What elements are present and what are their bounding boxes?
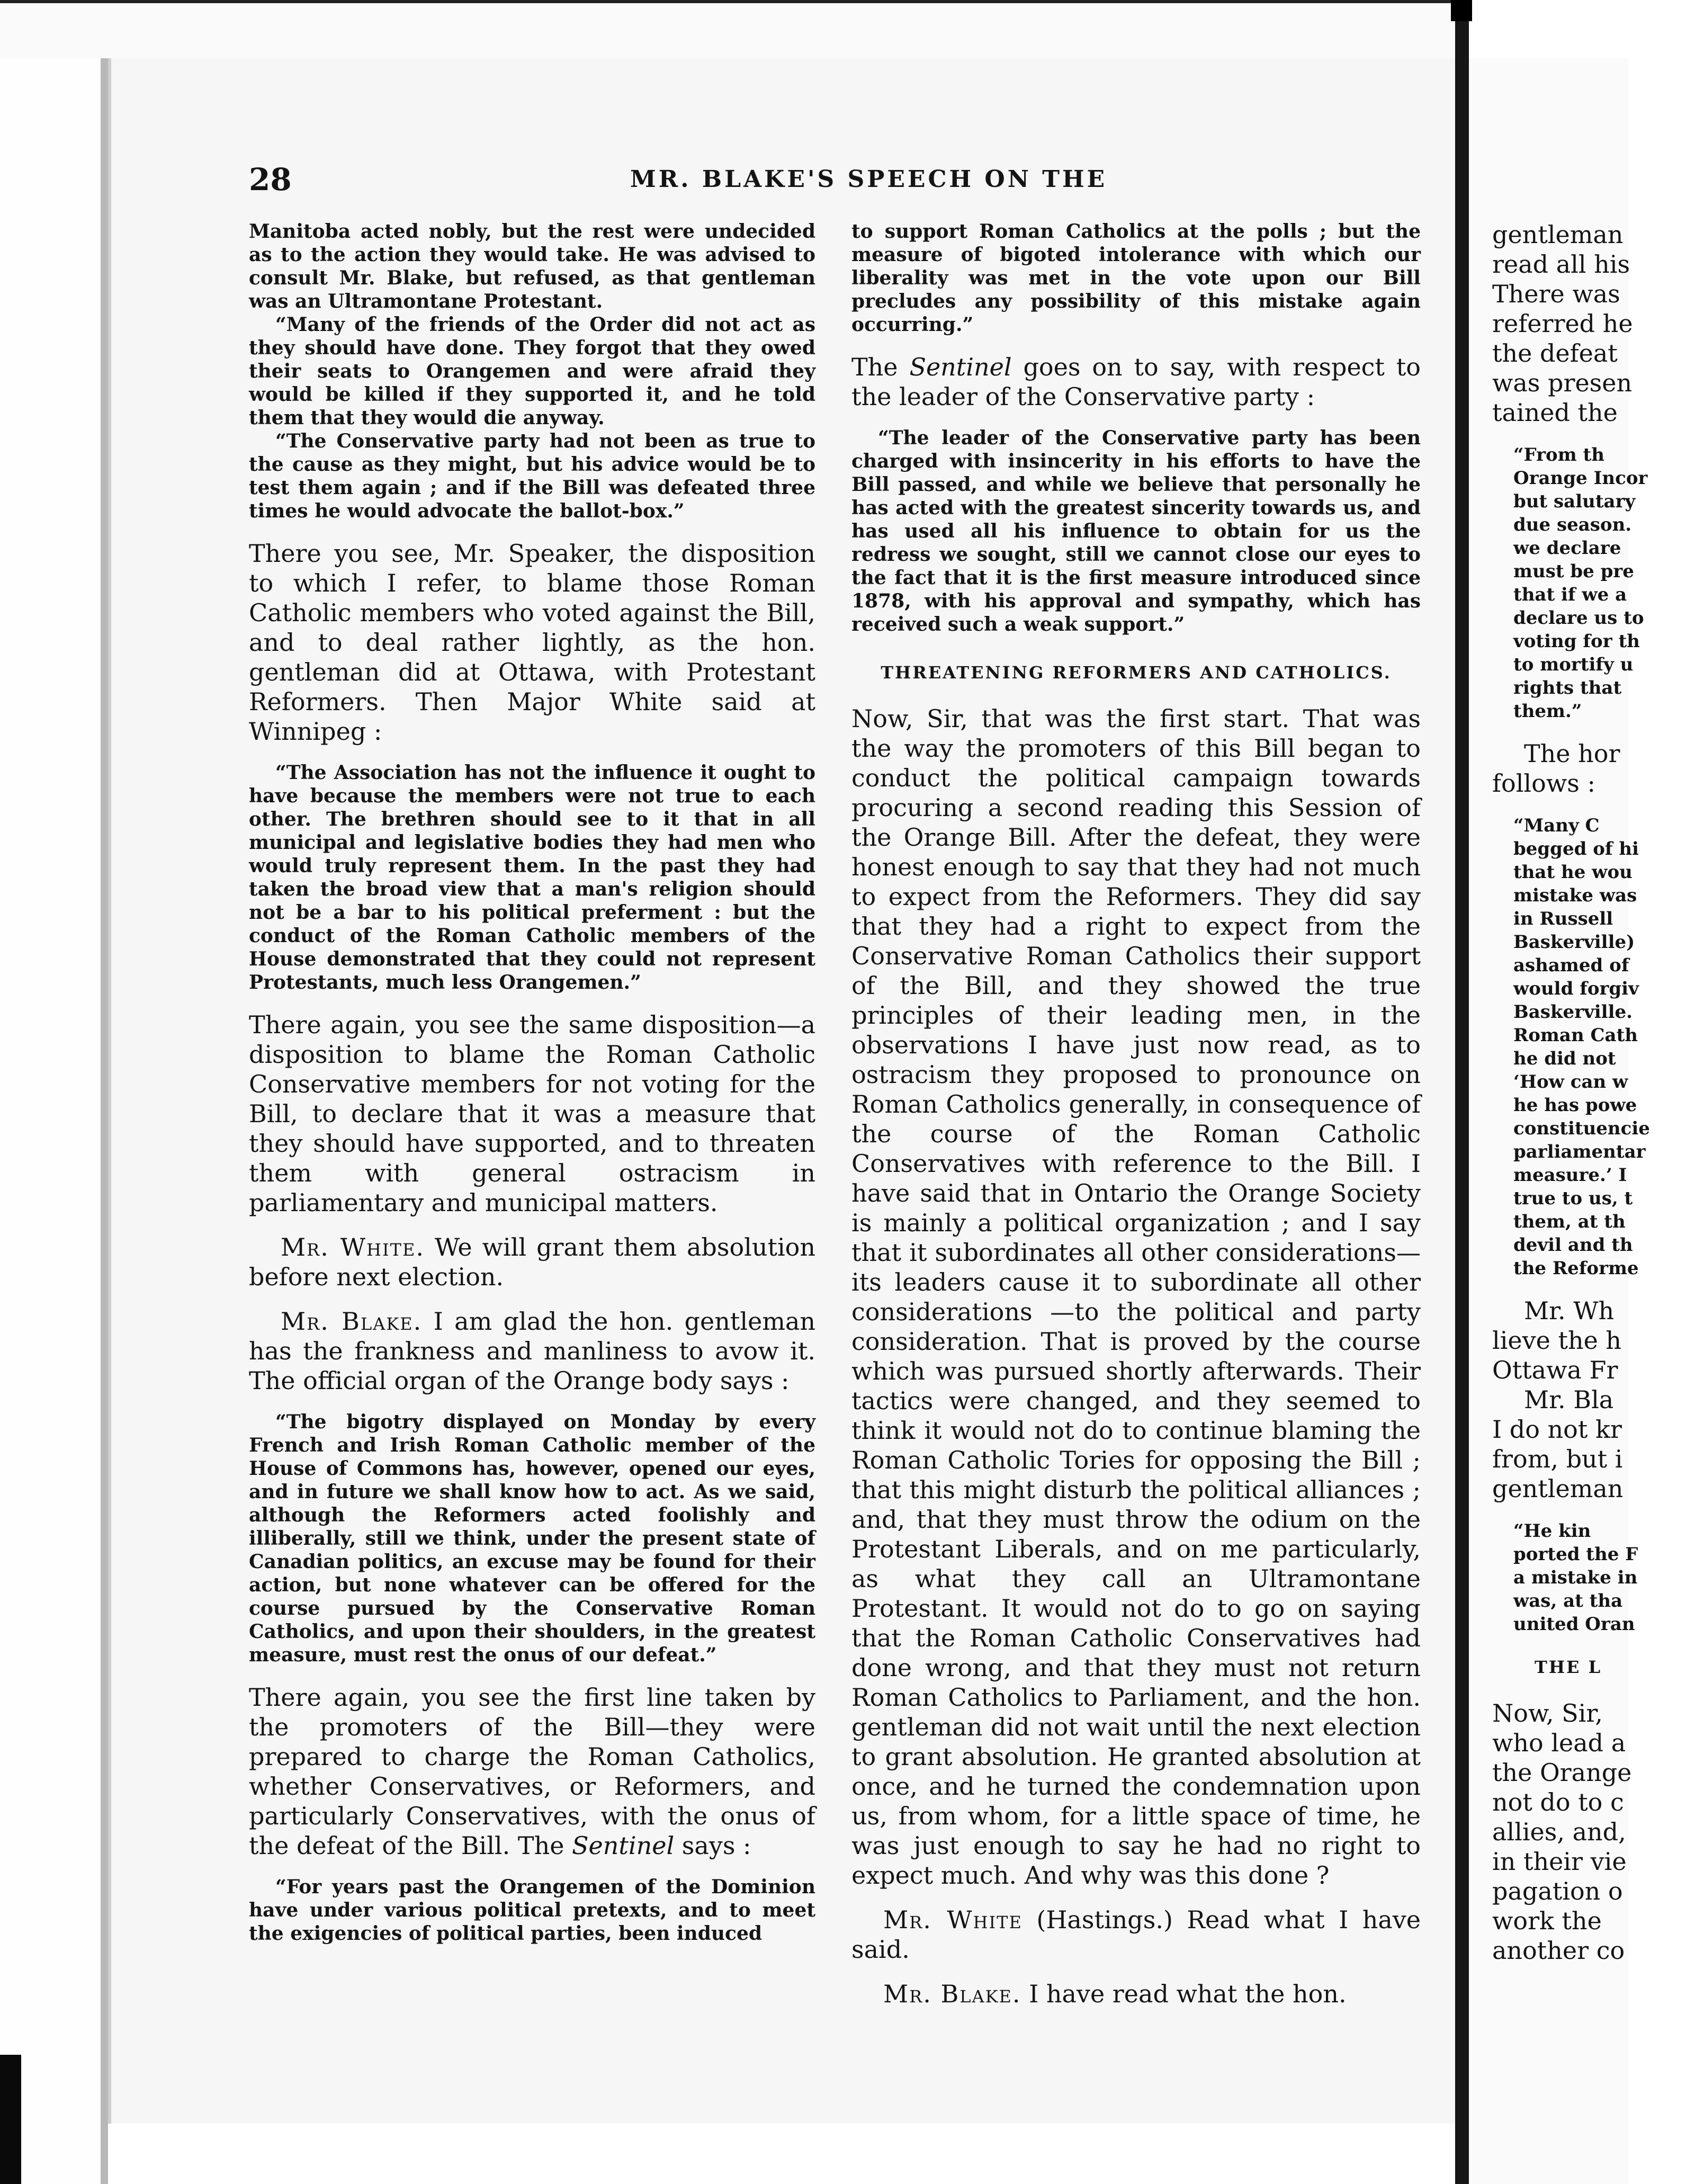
quote-line: must be pre [1513, 561, 1634, 582]
section-heading: THE L [1535, 1657, 1602, 1677]
text-line: gentleman [1492, 220, 1624, 249]
running-head: MR. BLAKE'S SPEECH ON THE [630, 166, 1108, 193]
quote-block [851, 220, 1421, 336]
quote-line: in Russell [1513, 908, 1613, 929]
page-left-edge [108, 58, 111, 2124]
quote-line: “Many C [1513, 815, 1600, 836]
middle-column [851, 220, 1421, 2100]
quote-line: united Oran [1513, 1614, 1635, 1635]
text-line: lieve the h [1492, 1326, 1622, 1355]
text-line: Mr. Wh [1524, 1296, 1615, 1325]
text-line: another co [1492, 1936, 1625, 1965]
quote-paragraph: “The bigotry displayed on Monday by every French and Irish Roman Catholic member of the House of Commons has, however, opened our eyes, and in future we shall know how to act. As we said, although the Reformers acted foolishly and illiberally, still we think, under the present state of Canadian politics, an excuse may be found for their action, but none whatever can be offered for the course pursued by the Conservative Roman Catholics, and upon their shoulders, in the greatest measure, must rest the onus of our defeat.” [249, 1411, 815, 1666]
text-run: goes on to say, with respect to the leader of the Conservative party : [851, 353, 1421, 411]
spacer [1492, 1280, 1704, 1296]
speaker-paragraph [851, 1905, 1421, 1964]
quote-paragraph: “The Conservative party had not been as true to the cause as they might, but his advice would be to test them again ; and if the Bill was defeated three times he would advocate the ballot-box.” [249, 430, 815, 522]
page-number: 28 [249, 162, 292, 198]
quote-line: he did not [1513, 1048, 1616, 1069]
quote-line: mistake was [1513, 885, 1637, 906]
quote-line: would forgiv [1513, 978, 1639, 999]
speech-text: We will grant them absolution before next election. [249, 1233, 815, 1291]
speaker-name: Mr. Blake. [281, 1307, 423, 1336]
quote-block [249, 761, 815, 994]
section-heading: THREATENING REFORMERS AND CATHOLICS. [881, 663, 1392, 683]
quote-line: voting for th [1513, 631, 1640, 652]
quote-block [249, 1410, 815, 1667]
quote-line: we declare [1513, 538, 1621, 559]
next-page-column [1492, 220, 1704, 2100]
quote-line: measure.’ I [1513, 1165, 1627, 1186]
text-line: Mr. Bla [1524, 1385, 1614, 1414]
text-line: There was [1492, 280, 1620, 308]
scan-left-bar [101, 58, 108, 2184]
text-line: was presen [1492, 369, 1633, 397]
quote-line: ported the F [1513, 1544, 1638, 1565]
quote-line: but salutary [1513, 491, 1636, 512]
next-page-text-block [1492, 220, 1704, 427]
quote-block [249, 1875, 815, 1945]
body-paragraph: Now, Sir, that was the first start. That was the way the promoters of this Bill began to conduct the political campaign towards procuring a second reading this Session of the Orange Bill. After the defeat, they were honest enough to say that they had not much to expect from the Reformers. They did say that they had a right to expect from the Conservative Roman Catholics their support of the Bill, and they showed the true principles of their leading men, in the observations I have just now read, as to ostracism they proposed to pronounce on Roman Catholics generally, in consequence of the course of the Roman Catholic Conservatives with reference to the Bill. I have said that in Ontario the Orange Society is mainly a political organization ; and I say that it subordinates all other considerations—its leaders cause it to subordinate all other considerations —to the political and party consideration. That is proved by the course which was pursued shortly afterwards. Their tactics were changed, and they seemed to think it would not do to continue blaming the Roman Catholic Tories for opposing the Bill ; that this might disturb the political alliances ; and, that they must throw the odium on the Protestant Liberals, and on me particularly, as what they call an Ultramontane Protestant. It would not do to go on saying that the Roman Catholic Conservatives had done wrong, and that they must not return Roman Catholics to Parliament, and the hon. gentleman did not wait until the next election to grant absolution. He granted absolution at once, and he turned the condemnation upon us, from whom, for a little space of time, he was just enough to say he had no right to expect much. And why was this done ? [851, 704, 1421, 1890]
text-line: the Orange [1492, 1758, 1632, 1787]
spacer [1492, 427, 1704, 443]
text-run: There again, you see the first line taken by the promoters of the Bill—they were prepared to charge the Roman Catholics, whether Conservatives, or Reformers, and particularly Conservatives, with the onus of the defeat of the Bill. The [249, 1683, 815, 1860]
speaker-name: Mr. White. [281, 1233, 425, 1261]
text-line: pagation o [1492, 1877, 1623, 1905]
left-column [249, 220, 815, 2100]
body-paragraph: There again, you see the same disposition—a disposition to blame the Roman Catholic Conservative members for not voting for the Bill, to declare that it was a measure that they should have supported, and to threaten them with general ostracism in parliamentary and municipal matters. [249, 1010, 815, 1217]
scan-top-margin [0, 0, 1629, 58]
text-line: not do to c [1492, 1788, 1624, 1816]
quote-line: due season. [1513, 514, 1632, 535]
text-line: from, but i [1492, 1445, 1623, 1473]
body-paragraph [249, 1682, 815, 1860]
quote-line: Baskerville) [1513, 932, 1635, 953]
quote-line: them, at th [1513, 1211, 1626, 1232]
text-line: I do not kr [1492, 1415, 1622, 1444]
scan-left-margin [0, 58, 109, 2184]
scan-corner-mark [1451, 0, 1472, 21]
quote-paragraph: “The leader of the Conservative party has been charged with insincerity in his efforts to have the Bill passed, and while we believe that personally he has acted with the greatest sincerity towards us, and has used all his influence to obtain for us the redress we sought, still we cannot close our eyes to the fact that it is the first measure introduced since 1878, with his approval and sympathy, which has received such a weak support.” [851, 427, 1421, 635]
next-page-quote-block [1492, 814, 1704, 1280]
newspaper-title: Sentinel [572, 1831, 675, 1860]
quote-paragraph: to support Roman Catholics at the polls ; but the measure of bigoted intolerance with which our liberality was met in the vote upon our Bill precludes any possibility of this mistake again occurring.” [851, 220, 1421, 336]
page-spine [1455, 0, 1469, 2184]
speech-text: (Hastings.) Read what I have said. [851, 1905, 1421, 1964]
next-page-text-block [1492, 1296, 1704, 1503]
speaker-paragraph [249, 1306, 815, 1395]
quote-line: “From th [1513, 444, 1604, 466]
speaker-paragraph [249, 1232, 815, 1292]
quote-line: ‘How can w [1513, 1071, 1628, 1093]
next-page-text-block [1492, 739, 1704, 798]
quote-paragraph: “For years past the Orangemen of the Dominion have under various political pretexts, and to meet the exigencies of political parties, been induced [249, 1876, 815, 1945]
quote-line: ashamed of [1513, 955, 1629, 976]
quote-line: rights that [1513, 677, 1622, 699]
text-line: who lead a [1492, 1729, 1626, 1757]
quote-line: true to us, t [1513, 1188, 1633, 1209]
body-paragraph [851, 352, 1421, 411]
quote-paragraph: Manitoba acted nobly, but the rest were undecided as to the action they would take. He was advised to consult Mr. Blake, but refused, as that gentleman was an Ultramontane Protestant. [249, 220, 815, 312]
quote-line: them.” [1513, 701, 1582, 722]
quote-line: that if we a [1513, 584, 1627, 605]
speaker-name: Mr. White [883, 1905, 1023, 1934]
quote-paragraph: “The Association has not the influence it ought to have because the members were not true to each other. The brethren should see to it that in all municipal and legislative bodies they had men who would truly represent them. In the past they had taken the broad view that a man's religion should not be a bar to his political preferment : but the conduct of the Roman Catholic members of the House demonstrated that they could not represent Protestants, much less Orangemen.” [249, 762, 815, 993]
newspaper-title: Sentinel [909, 353, 1012, 381]
quote-line: that he wou [1513, 862, 1633, 883]
quote-line: to mortify u [1513, 654, 1634, 675]
quote-line: Baskerville. [1513, 1001, 1633, 1023]
text-line: the defeat [1492, 339, 1618, 368]
text-line: allies, and, [1492, 1818, 1626, 1846]
page-header [249, 162, 1424, 204]
quote-line: constituencie [1513, 1118, 1650, 1139]
speech-text: I am glad the hon. gentleman has the frankness and manliness to avow it. The official organ of the Orange body says : [249, 1307, 815, 1395]
quote-line: begged of hi [1513, 838, 1639, 860]
speaker-paragraph [851, 1979, 1421, 2009]
scan-top-edge [0, 0, 1629, 3]
quote-line: devil and th [1513, 1234, 1633, 1256]
quote-line: the Reforme [1513, 1258, 1639, 1279]
next-page-top-margin [1469, 0, 1629, 58]
body-paragraph: There you see, Mr. Speaker, the disposition to which I refer, to blame those Roman Catholic members who voted against the Bill, and to deal rather lightly, as the hon. gentleman did at Ottawa, with Protestant Reformers. Then Major White said at Winnipeg : [249, 539, 815, 746]
spacer [1492, 1503, 1704, 1519]
text-line: The hor [1524, 739, 1620, 768]
text-line: read all his [1492, 250, 1630, 279]
spacer [1492, 798, 1704, 814]
speech-text: I have read what the hon. [1029, 1980, 1347, 2008]
text-line: Ottawa Fr [1492, 1356, 1618, 1384]
next-page-quote-block [1492, 443, 1704, 723]
quote-line: a mistake in [1513, 1567, 1638, 1588]
quote-line: parliamentar [1513, 1141, 1646, 1162]
text-line: in their vie [1492, 1847, 1627, 1876]
speaker-name: Mr. Blake. [883, 1980, 1021, 2008]
text-line: referred he [1492, 309, 1633, 338]
quote-paragraph: “Many of the friends of the Order did not act as they should have done. They forgot that they owed their seats to Orangemen and were afraid they would be killed if they supported it, and he told them that they would die anyway. [249, 314, 815, 429]
quote-line: “He kin [1513, 1520, 1591, 1542]
quote-line: was, at tha [1513, 1590, 1623, 1612]
quote-block [249, 220, 815, 523]
quote-line: declare us to [1513, 607, 1644, 629]
text-line: follows : [1492, 769, 1595, 798]
spacer [1492, 723, 1704, 739]
quote-line: Orange Incor [1513, 468, 1648, 489]
text-run: The [851, 353, 898, 381]
scan-corner-mark-bottom [0, 2055, 21, 2184]
text-line: gentleman [1492, 1474, 1624, 1503]
text-line: work the [1492, 1906, 1602, 1935]
quote-line: he has powe [1513, 1095, 1637, 1116]
next-page-quote-block [1492, 1519, 1704, 1636]
quote-line: Roman Cath [1513, 1025, 1638, 1046]
text-line: Now, Sir, [1492, 1699, 1603, 1727]
text-run: says : [681, 1831, 751, 1860]
text-line: tained the [1492, 398, 1618, 427]
quote-block [851, 426, 1421, 636]
next-page-text-block [1492, 1698, 1704, 1965]
